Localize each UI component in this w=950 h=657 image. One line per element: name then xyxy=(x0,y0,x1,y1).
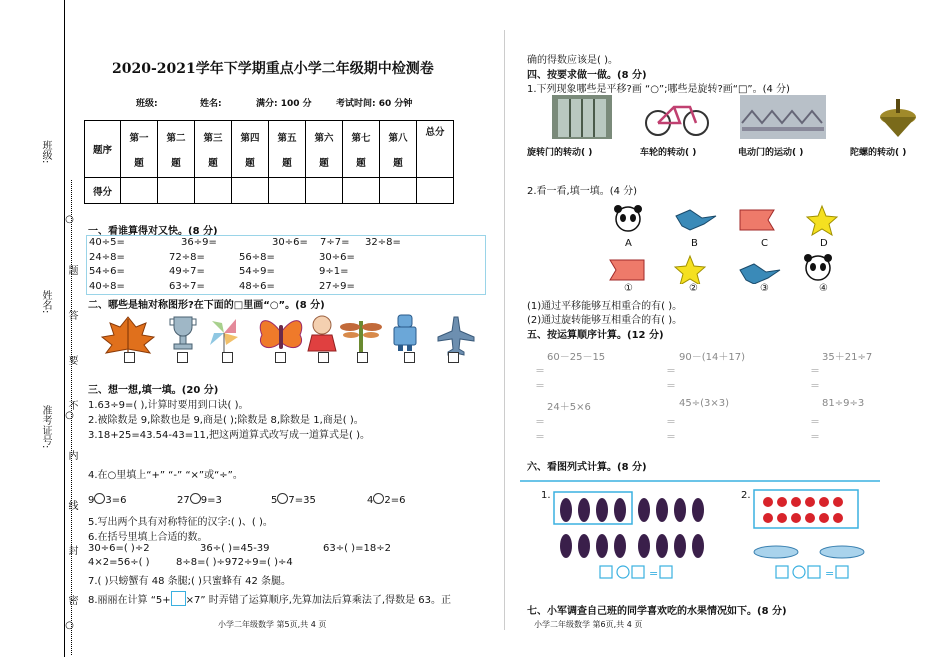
calc-item: 49÷7= xyxy=(169,266,205,277)
motion-photos xyxy=(530,93,930,141)
section3-title: 三、想一想,填一填。(20 分) xyxy=(88,385,219,396)
calc-item: 63÷7= xyxy=(169,281,205,292)
seal-char: 题 xyxy=(66,265,77,275)
calc-expr: 24＋5×6 xyxy=(547,402,591,413)
calc-item: 54÷9= xyxy=(239,266,275,277)
operator-circle[interactable] xyxy=(373,493,384,504)
calc-item: 30÷6= xyxy=(319,252,355,263)
caption-revolving-door: 旋转门的转动( ) xyxy=(527,148,593,158)
seal-char: 密 xyxy=(66,595,77,605)
question-6: 6.在括号里填上合适的数。 xyxy=(88,532,208,543)
answer-box[interactable] xyxy=(318,352,329,363)
eq-sign: ＝ xyxy=(810,381,820,392)
score-table xyxy=(84,120,454,204)
score-input[interactable] xyxy=(269,178,306,204)
answer-boxes xyxy=(600,566,848,580)
footer-right: 小学二年级数学 第6页,共 4 页 xyxy=(534,620,643,629)
question-1: 1.63÷9=( ),计算时要用到口诀( )。 xyxy=(88,400,249,411)
seal-circle: ○ xyxy=(64,410,75,421)
q6-item: 63÷( )=18÷2 xyxy=(323,543,391,554)
answer-box[interactable] xyxy=(448,352,459,363)
panda-icon xyxy=(804,254,832,280)
info-name: 姓名: xyxy=(200,99,222,109)
info-full-score: 满分: 100 分 xyxy=(256,99,312,109)
score-total-header: 总分 xyxy=(417,121,454,178)
seal-char: 内 xyxy=(66,450,77,460)
score-input[interactable] xyxy=(121,178,158,204)
seal-char: 要 xyxy=(66,355,77,365)
svg-text:=: = xyxy=(825,567,835,580)
plate-icons xyxy=(754,546,864,558)
score-input[interactable] xyxy=(158,178,195,204)
label-2: ② xyxy=(689,283,698,294)
margin-line xyxy=(64,0,65,657)
label-1: ① xyxy=(624,283,633,294)
bird-icon xyxy=(676,210,716,230)
seal-char: 不 xyxy=(66,400,77,410)
seal-char: 答 xyxy=(66,310,77,320)
trophy-icon xyxy=(170,317,196,349)
problem-1-label: 1. xyxy=(541,490,551,501)
blank-box[interactable] xyxy=(171,591,186,606)
bicycle-photo xyxy=(646,107,708,135)
symmetry-figures xyxy=(96,311,486,367)
robot-icon xyxy=(394,315,416,351)
operator-item: 4 2=6 xyxy=(367,495,406,506)
calc-row xyxy=(87,237,487,252)
calc-expr: 45÷(3×3) xyxy=(679,398,730,409)
eq-sign: ＝ xyxy=(535,381,545,392)
score-row-label: 得分 xyxy=(85,178,121,204)
star-icon xyxy=(807,206,837,235)
score-input[interactable] xyxy=(380,178,417,204)
pinwheel-icon xyxy=(210,319,238,355)
score-input[interactable] xyxy=(417,178,454,204)
calc-expr: 60－25－15 xyxy=(547,352,606,363)
score-input[interactable] xyxy=(306,178,343,204)
flag-icon xyxy=(610,260,644,280)
calc-item: 72÷8= xyxy=(169,252,205,263)
seal-circle: ○ xyxy=(64,214,75,225)
calc-item: 54÷6= xyxy=(89,266,125,277)
score-col-2: 第二 题 xyxy=(158,121,195,178)
flag-icon xyxy=(740,210,774,230)
score-col-4: 第四 题 xyxy=(232,121,269,178)
calc-item: 30÷6= xyxy=(272,237,308,248)
score-input[interactable] xyxy=(232,178,269,204)
section4-title: 四、按要求做一做。(8 分) xyxy=(527,70,647,81)
info-time: 考试时间: 60 分钟 xyxy=(336,99,413,109)
operator-item: 5 7=35 xyxy=(271,495,316,506)
eq-sign: ＝ xyxy=(666,381,676,392)
label-b: B xyxy=(691,238,698,249)
calc-expr: 81÷9÷3 xyxy=(822,398,865,409)
q6-item: 8÷8=( )÷972÷9=( )÷4 xyxy=(176,557,293,568)
electric-gate-photo xyxy=(740,95,826,139)
name-label: 姓名: xyxy=(40,290,51,314)
section1-title: 一、看谁算得对又快。(8 分) xyxy=(88,226,218,237)
info-class: 班级: xyxy=(136,99,158,109)
calc-expr: 35＋21÷7 xyxy=(822,352,873,363)
page-title: 2020-2021学年下学期重点小学二年级期中检测卷 xyxy=(112,61,434,77)
shape-figures xyxy=(600,204,850,284)
problem-2-label: 2. xyxy=(741,490,751,501)
seal-char: 线 xyxy=(66,500,77,510)
eq-sign: ＝ xyxy=(535,417,545,428)
dragonfly-icon xyxy=(340,321,382,353)
question-8: 8.丽丽在计算 “5+ ×7” 时弄错了运算顺序,先算加法后算乘法了,得数是 63。正 xyxy=(88,591,451,606)
q6-item: 36÷( )=45-39 xyxy=(200,543,270,554)
caption-top: 陀螺的转动( ) xyxy=(850,148,907,158)
score-col-5: 第五 题 xyxy=(269,121,306,178)
caption-electric-door: 电动门的运动( ) xyxy=(738,148,804,158)
operator-circle[interactable] xyxy=(277,493,288,504)
section4-q1: 1.下列现象哪些是平移?画 “○”;哪些是旋转?画“□”。(4 分) xyxy=(527,84,790,95)
section5-title: 五、按运算顺序计算。(12 分) xyxy=(527,330,664,341)
score-col-3: 第三 题 xyxy=(195,121,232,178)
picture-problems xyxy=(520,476,880,586)
calc-item: 24÷8= xyxy=(89,252,125,263)
calc-row xyxy=(87,281,487,296)
eq-sign: ＝ xyxy=(810,417,820,428)
doll-icon xyxy=(308,316,336,351)
spinning-top-photo xyxy=(880,99,916,137)
answer-box[interactable] xyxy=(177,352,188,363)
score-col-7: 第七 题 xyxy=(343,121,380,178)
section7-title: 七、小军调查自己班的同学喜欢吃的水果情况如下。(8 分) xyxy=(527,606,787,617)
question-5: 5.写出两个具有对称特征的汉字:( )、( )。 xyxy=(88,517,273,528)
answer-box[interactable] xyxy=(275,352,286,363)
column-divider xyxy=(504,30,505,630)
calc-row xyxy=(87,252,487,267)
q6-item: 4×2=56÷( ) xyxy=(88,557,150,568)
exam-id-label: 准考证号: xyxy=(40,405,51,449)
calc-item: 48÷6= xyxy=(239,281,275,292)
section6-title: 六、看图列式计算。(8 分) xyxy=(527,462,647,473)
calc-item: 7÷7= xyxy=(320,237,350,248)
calc-row xyxy=(87,266,487,281)
seal-circle: ○ xyxy=(64,620,75,631)
fill-line-2: (2)通过旋转能够互相重合的有( )。 xyxy=(527,315,683,326)
label-c: C xyxy=(761,238,768,249)
footer-left: 小学二年级数学 第5页,共 4 页 xyxy=(218,620,327,629)
question-3: 3.18+25=43.54-43=11,把这两道算式改写成一道算式是( )。 xyxy=(88,430,370,441)
score-col-1: 第一 题 xyxy=(121,121,158,178)
label-a: A xyxy=(625,238,632,249)
eq-sign: ＝ xyxy=(810,366,820,377)
answer-box[interactable] xyxy=(404,352,415,363)
answer-box[interactable] xyxy=(357,352,368,363)
panda-icon xyxy=(614,205,642,231)
calc-item: 9÷1= xyxy=(319,266,349,277)
bird-icon xyxy=(740,264,780,284)
fill-line-1: (1)通过平移能够互相重合的有( )。 xyxy=(527,301,683,312)
star-icon xyxy=(675,256,705,284)
class-label: 班级: xyxy=(40,140,51,164)
answer-box[interactable] xyxy=(222,352,233,363)
seal-char: 封 xyxy=(66,545,77,555)
butterfly-icon xyxy=(260,321,302,349)
section4-q2: 2.看一看,填一填。(4 分) xyxy=(527,186,638,197)
answer-box[interactable] xyxy=(124,352,135,363)
calc-expr: 90－(14＋17) xyxy=(679,352,745,363)
svg-text:=: = xyxy=(649,567,659,580)
question-4: 4.在○里填上“+” “-” “×”或“÷”。 xyxy=(88,470,243,481)
calc-item: 56÷8= xyxy=(239,252,275,263)
score-col-6: 第六 题 xyxy=(306,121,343,178)
continuation-line: 确的得数应该是( )。 xyxy=(527,55,618,66)
operator-item: 9 3=6 xyxy=(88,495,127,506)
eq-sign: ＝ xyxy=(535,432,545,443)
q6-item: 30÷6=( )÷2 xyxy=(88,543,150,554)
calc-item: 40÷5= xyxy=(89,237,125,248)
revolving-door-photo xyxy=(552,95,612,139)
section2-title: 二、哪些是轴对称图形?在下面的□里画“○”。(8 分) xyxy=(88,300,325,311)
eq-sign: ＝ xyxy=(666,366,676,377)
label-3: ③ xyxy=(760,283,769,294)
eq-sign: ＝ xyxy=(666,417,676,428)
label-4: ④ xyxy=(819,283,828,294)
eq-sign: ＝ xyxy=(666,432,676,443)
operator-circle[interactable] xyxy=(190,493,201,504)
eq-sign: ＝ xyxy=(810,432,820,443)
operator-circle[interactable] xyxy=(94,493,105,504)
calc-item: 27÷9= xyxy=(319,281,355,292)
question-2: 2.被除数是 9,除数也是 9,商是( );除数是 8,除数是 1,商是( )。 xyxy=(88,415,364,426)
calc-item: 40÷8= xyxy=(89,281,125,292)
operator-item: 27 9=3 xyxy=(177,495,222,506)
label-d: D xyxy=(820,238,828,249)
airplane-icon xyxy=(438,317,474,355)
score-col-8: 第八 题 xyxy=(380,121,417,178)
calc-box xyxy=(86,235,486,295)
question-7: 7.( )只螃蟹有 48 条腿;( )只蜜蜂有 42 条腿。 xyxy=(88,576,292,587)
eq-sign: ＝ xyxy=(535,366,545,377)
calc-item: 36÷9= xyxy=(181,237,217,248)
caption-wheel: 车轮的转动( ) xyxy=(640,148,697,158)
score-input[interactable] xyxy=(343,178,380,204)
calc-item: 32÷8= xyxy=(365,237,401,248)
strawberry-icons xyxy=(763,497,843,523)
score-header-cell: 题序 xyxy=(85,121,121,178)
score-input[interactable] xyxy=(195,178,232,204)
